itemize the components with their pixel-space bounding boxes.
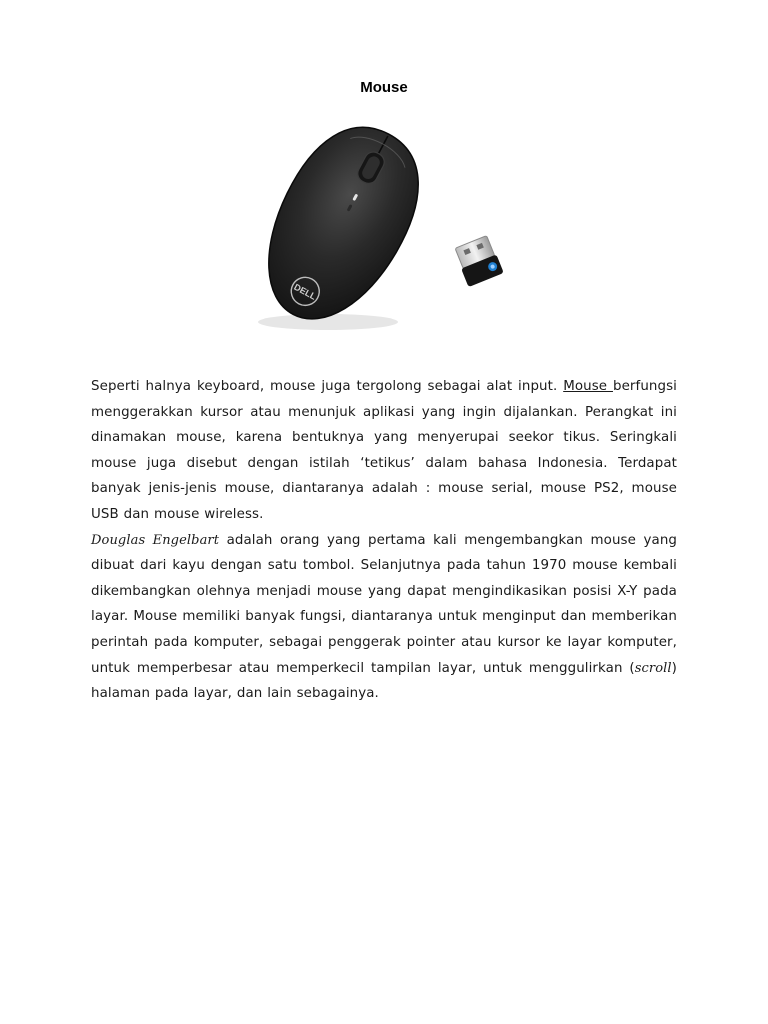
mouse-figure: [208, 104, 560, 354]
inventor-name: Douglas Engelbart: [91, 532, 220, 548]
article-body: [91, 374, 677, 707]
paragraph-intro-text-1: Seperti halnya keyboard, mouse juga tergolong sebagai alat input.: [91, 379, 564, 394]
paragraph-intro: [91, 374, 677, 528]
page-title: Mouse: [360, 79, 408, 96]
mouse-image: [208, 104, 560, 354]
wireless-mouse: [238, 105, 443, 343]
paragraph-intro-text-2: berfungsi menggerakkan kursor atau menunjuk aplikasi yang ingin dijalankan. Perangkat ini dinamakan mouse, karena bentuknya yang menyerupai seekor tikus. Seringkali mouse juga disebut dengan istilah ‘tetikus’ dalam bahasa Indonesia. Terdapat banyak jenis-jenis mouse, diantaranya adalah : mouse serial, mouse PS2, mouse USB dan mouse wireless.: [91, 379, 677, 522]
mouse-link[interactable]: Mouse: [563, 379, 613, 394]
usb-receiver: [453, 235, 504, 287]
svg-text:DELL: DELL: [292, 281, 318, 302]
paragraph-history-text-2: ) halaman pada layar, dan lain sebagainya.: [91, 660, 677, 702]
scroll-term: scroll: [634, 660, 672, 676]
paragraph-history: [91, 528, 677, 707]
paragraph-history-text-1: adalah orang yang pertama kali mengembangkan mouse yang dibuat dari kayu dengan satu tombol. Selanjutnya pada tahun 1970 mouse kembali dikembangkan olehnya menjadi mouse yang dapat mengindikasikan posisi X-Y pada layar. Mouse memiliki banyak fungsi, diantaranya untuk menginput dan memberikan perintah pada komputer, sebagai penggerak pointer atau kursor ke layar komputer, untuk memperbesar atau memperkecil tampilan layar, untuk menggulirkan (: [91, 532, 678, 676]
